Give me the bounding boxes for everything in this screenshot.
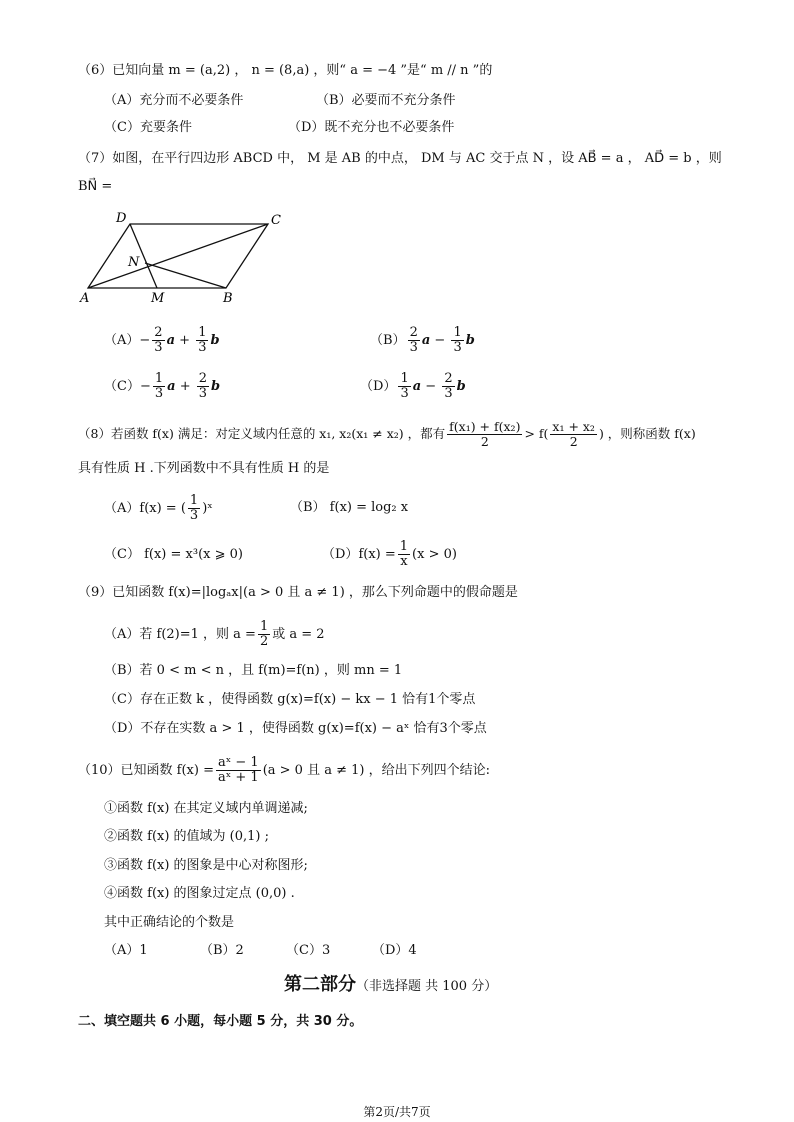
q6-stem: （6）已知向量 m = (a,2) ， n = (8,a) ，则“ a = −4 ”是“ m // n ”的 [78,63,493,78]
q10-option-b: （B）2 [200,943,244,958]
part-two-heading [284,970,497,996]
page-footer: 第2页/共7页 [363,1105,431,1119]
q7-option-d: （D） $\frac{1}{3}$ a − $\frac{2}{3}$ b [360,371,466,401]
diagonal-ac [88,224,268,288]
q9-option-b: （B）若 0 < m < n ，且 f(m)=f(n) ，则 mn = 1 [104,663,403,678]
section-two-heading: 二、填空题共 6 小题，每小题 5 分，共 30 分。 [78,1014,363,1029]
q7-option-b: （B） $\frac{2}{3}$ a − $\frac{1}{3}$ b [370,325,475,355]
q10-conclusion-3: ③函数 f(x) 的图象是中心对称图形; [104,858,308,873]
q6-option-a: （A）充分而不必要条件 [104,93,244,108]
q10-conclusion-1: ①函数 f(x) 在其定义域内单调递减; [104,801,308,816]
q7-stem-continued: BN⃗ = [78,179,113,194]
q10-question: 其中正确结论的个数是 [104,915,235,930]
label-b: B [223,291,233,306]
q9-option-d: （D）不存在实数 a > 1 ，使得函数 g(x)=f(x) − aˣ 恰有3个零点 [104,721,487,736]
part-two-note: （非选择题 共 100 分） [356,979,498,994]
parallelogram-figure [78,208,298,308]
label-a: A [80,291,90,306]
label-d: D [116,211,127,226]
q10-conclusion-2: ②函数 f(x) 的值域为 (0,1) ; [104,829,270,844]
label-m: M [151,291,165,306]
q8-option-a: （A）f(x) = ( $\frac{1}{3}$ )ˣ [104,493,213,523]
q9-option-c: （C）存在正数 k ，使得函数 g(x)=f(x) − kx − 1 恰有1个零点 [104,692,476,707]
part-two-title: 第二部分 [284,974,356,995]
q7-option-c: （C）− $\frac{1}{3}$ a + $\frac{2}{3}$ b [104,371,221,401]
q9-option-a: （A）若 f(2)=1 ，则 a = $\frac{1}{2}$ 或 a = 2 [104,619,325,649]
segment-bn [145,263,226,288]
q8-option-c: （C） f(x) = x³(x ⩾ 0) [104,547,243,562]
q6-option-b: （B）必要而不充分条件 [316,93,456,108]
q6-option-c: （C）充要条件 [104,120,192,135]
label-n: N [128,255,140,270]
q9-stem: （9）已知函数 f(x)=|logₐx|(a > 0 且 a ≠ 1) ，那么下列命题中的假命题是 [78,585,518,600]
q10-option-d: （D）4 [372,943,417,958]
q10-option-a: （A）1 [104,943,148,958]
q6-option-d: （D）既不充分也不必要条件 [288,120,455,135]
q8-stem-continued: 具有性质 H .下列函数中不具有性质 H 的是 [78,461,330,476]
label-c: C [271,213,281,228]
q8-stem: （8）若函数 f(x) 满足：对定义域内任意的 x₁, x₂(x₁ ≠ x₂) ，都有 $\frac{\text{f(x₁) + f(x₂)}}{2}$ > f( $\frac{\text{x₁ + x₂}}{2}$ ) ，则称函数 f(x) [78,419,696,449]
q10-option-c: （C）3 [286,943,331,958]
q8-option-b: （B） f(x) = log₂ x [290,500,409,515]
q7-option-a: （A）− $\frac{2}{3}$ a + $\frac{1}{3}$ b [104,325,220,355]
q8-option-d: （D）f(x) = $\frac{1}{x}$ (x > 0) [322,539,457,569]
q10-stem: （10）已知函数 f(x) = $\frac{\text{aˣ − 1}}{\text{aˣ + 1}}$ (a > 0 且 a ≠ 1) ，给出下列四个结论: [78,755,490,785]
q7-stem: （7）如图，在平行四边形 ABCD 中， M 是 AB 的中点， DM 与 AC 交于点 N ，设 AB⃗ = a ， AD⃗ = b ，则 [78,151,722,166]
q10-conclusion-4: ④函数 f(x) 的图象过定点 (0,0) . [104,886,295,901]
